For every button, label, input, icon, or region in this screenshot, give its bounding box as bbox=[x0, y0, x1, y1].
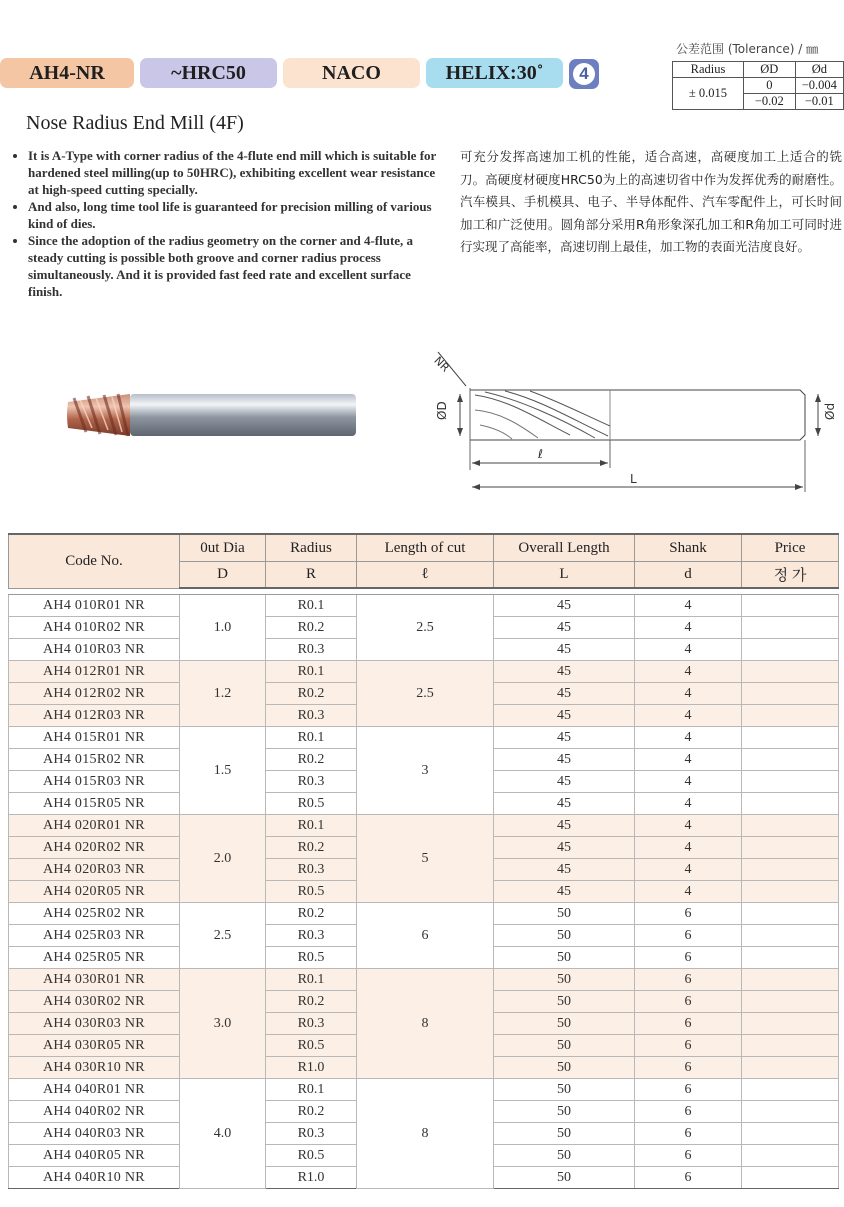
price-cell bbox=[742, 1145, 839, 1167]
dia-d-label: Ød bbox=[823, 402, 837, 420]
overall-length-cell: 50 bbox=[494, 1101, 635, 1123]
cut-length-label: ℓ bbox=[538, 447, 543, 461]
diameter-cell: 1.0 bbox=[180, 595, 266, 661]
overall-length-cell: 45 bbox=[494, 639, 635, 661]
tool-outline bbox=[470, 390, 805, 440]
code-cell: AH4 015R03 NR bbox=[9, 771, 180, 793]
price-cell bbox=[742, 947, 839, 969]
subheader-price: 정 가 bbox=[742, 562, 839, 589]
table-row bbox=[9, 903, 839, 925]
code-cell: AH4 015R01 NR bbox=[9, 727, 180, 749]
overall-length-cell: 50 bbox=[494, 947, 635, 969]
tol-header-D: ØD bbox=[743, 62, 795, 78]
subheader-dia: D bbox=[180, 562, 266, 589]
nr-label: NR bbox=[431, 354, 452, 375]
diameter-cell: 2.5 bbox=[180, 903, 266, 969]
overall-length-cell: 50 bbox=[494, 1013, 635, 1035]
feature-item: • And also, long time tool life is guaranteed for precision milling of various kind of dies. bbox=[28, 198, 448, 232]
radius-cell: R0.2 bbox=[266, 1101, 357, 1123]
radius-cell: R1.0 bbox=[266, 1167, 357, 1189]
cut-length-cell: 2.5 bbox=[357, 661, 494, 727]
code-cell: AH4 040R02 NR bbox=[9, 1101, 180, 1123]
overall-length-cell: 50 bbox=[494, 1167, 635, 1189]
radius-cell: R0.3 bbox=[266, 1013, 357, 1035]
price-cell bbox=[742, 617, 839, 639]
price-cell bbox=[742, 1123, 839, 1145]
header-oal: Overall Length bbox=[494, 534, 635, 562]
tol-radius-value: ± 0.015 bbox=[673, 78, 744, 110]
code-cell: AH4 015R05 NR bbox=[9, 793, 180, 815]
code-cell: AH4 030R02 NR bbox=[9, 991, 180, 1013]
shank-cell: 4 bbox=[635, 859, 742, 881]
radius-cell: R0.1 bbox=[266, 815, 357, 837]
overall-length-cell: 45 bbox=[494, 683, 635, 705]
cut-length-cell: 8 bbox=[357, 1079, 494, 1189]
code-cell: AH4 020R02 NR bbox=[9, 837, 180, 859]
shank-cell: 4 bbox=[635, 815, 742, 837]
flute-count-value: 4 bbox=[573, 63, 595, 85]
radius-cell: R0.1 bbox=[266, 1079, 357, 1101]
shank-cell: 4 bbox=[635, 705, 742, 727]
price-cell bbox=[742, 639, 839, 661]
shank-cell: 6 bbox=[635, 1079, 742, 1101]
radius-cell: R0.5 bbox=[266, 881, 357, 903]
overall-length-cell: 50 bbox=[494, 903, 635, 925]
price-cell bbox=[742, 837, 839, 859]
shank-cell: 6 bbox=[635, 1057, 742, 1079]
overall-length-cell: 45 bbox=[494, 749, 635, 771]
radius-cell: R0.3 bbox=[266, 1123, 357, 1145]
code-cell: AH4 012R02 NR bbox=[9, 683, 180, 705]
diameter-cell: 3.0 bbox=[180, 969, 266, 1079]
page-title: Nose Radius End Mill (4F) bbox=[26, 112, 244, 134]
code-cell: AH4 012R03 NR bbox=[9, 705, 180, 727]
coating-badge: NACO bbox=[283, 58, 420, 88]
overall-length-cell: 45 bbox=[494, 705, 635, 727]
overall-length-cell: 45 bbox=[494, 793, 635, 815]
radius-cell: R0.5 bbox=[266, 1035, 357, 1057]
shank-cell: 6 bbox=[635, 991, 742, 1013]
tolerance-table bbox=[672, 61, 844, 110]
overall-length-cell: 50 bbox=[494, 1057, 635, 1079]
header-shank: Shank bbox=[635, 534, 742, 562]
shank-cell: 6 bbox=[635, 1123, 742, 1145]
price-cell bbox=[742, 1013, 839, 1035]
code-cell: AH4 012R01 NR bbox=[9, 661, 180, 683]
code-cell: AH4 040R05 NR bbox=[9, 1145, 180, 1167]
price-cell bbox=[742, 1079, 839, 1101]
overall-length-cell: 45 bbox=[494, 859, 635, 881]
price-cell bbox=[742, 595, 839, 617]
price-cell bbox=[742, 1101, 839, 1123]
header-dia: 0ut Dia bbox=[180, 534, 266, 562]
price-cell bbox=[742, 859, 839, 881]
price-cell bbox=[742, 727, 839, 749]
shank-cell: 4 bbox=[635, 595, 742, 617]
price-cell bbox=[742, 793, 839, 815]
price-cell bbox=[742, 749, 839, 771]
radius-cell: R0.5 bbox=[266, 1145, 357, 1167]
price-cell bbox=[742, 881, 839, 903]
shank-cell: 4 bbox=[635, 727, 742, 749]
shank-cell: 6 bbox=[635, 947, 742, 969]
radius-cell: R0.3 bbox=[266, 639, 357, 661]
table-row bbox=[9, 815, 839, 837]
cut-length-cell: 3 bbox=[357, 727, 494, 815]
diameter-cell: 1.5 bbox=[180, 727, 266, 815]
subheader-oal: L bbox=[494, 562, 635, 589]
shank-cell: 6 bbox=[635, 969, 742, 991]
overall-length-cell: 50 bbox=[494, 969, 635, 991]
code-cell: AH4 010R02 NR bbox=[9, 617, 180, 639]
shank-cell: 6 bbox=[635, 1145, 742, 1167]
shank-cell: 4 bbox=[635, 617, 742, 639]
code-cell: AH4 030R05 NR bbox=[9, 1035, 180, 1057]
code-cell: AH4 040R03 NR bbox=[9, 1123, 180, 1145]
spec-table-body bbox=[9, 588, 839, 1189]
tol-d-upper: −0.004 bbox=[795, 78, 843, 94]
dimension-drawing bbox=[420, 340, 840, 500]
table-row bbox=[9, 595, 839, 617]
overall-length-cell: 45 bbox=[494, 661, 635, 683]
shank-cell: 4 bbox=[635, 881, 742, 903]
overall-length-cell: 50 bbox=[494, 991, 635, 1013]
code-cell: AH4 030R03 NR bbox=[9, 1013, 180, 1035]
radius-cell: R0.2 bbox=[266, 991, 357, 1013]
overall-length-cell: 50 bbox=[494, 1035, 635, 1057]
radius-cell: R0.3 bbox=[266, 859, 357, 881]
code-cell: AH4 025R05 NR bbox=[9, 947, 180, 969]
price-cell bbox=[742, 925, 839, 947]
price-cell bbox=[742, 1035, 839, 1057]
tol-d-lower: −0.01 bbox=[795, 94, 843, 110]
code-cell: AH4 040R10 NR bbox=[9, 1167, 180, 1189]
diameter-cell: 2.0 bbox=[180, 815, 266, 903]
shank-cell: 4 bbox=[635, 661, 742, 683]
overall-length-cell: 50 bbox=[494, 1123, 635, 1145]
radius-cell: R0.1 bbox=[266, 969, 357, 991]
code-cell: AH4 030R10 NR bbox=[9, 1057, 180, 1079]
price-cell bbox=[742, 661, 839, 683]
cut-length-cell: 8 bbox=[357, 969, 494, 1079]
overall-length-cell: 45 bbox=[494, 771, 635, 793]
subheader-radius: R bbox=[266, 562, 357, 589]
table-row bbox=[9, 1079, 839, 1101]
feature-item: • It is A-Type with corner radius of the 4-flute end mill which is suitable for hardened steel milling(up to 50HRC), exhibiting excellent wear resistance at high-speed cutting specially. bbox=[28, 147, 448, 198]
radius-cell: R0.1 bbox=[266, 661, 357, 683]
price-cell bbox=[742, 815, 839, 837]
series-badge: AH4-NR bbox=[0, 58, 134, 88]
shank-cell: 6 bbox=[635, 1101, 742, 1123]
shank-cell: 6 bbox=[635, 925, 742, 947]
radius-cell: R1.0 bbox=[266, 1057, 357, 1079]
radius-cell: R0.5 bbox=[266, 793, 357, 815]
shank-cell: 6 bbox=[635, 1013, 742, 1035]
hardness-badge: ~HRC50 bbox=[140, 58, 277, 88]
radius-cell: R0.2 bbox=[266, 617, 357, 639]
dia-D-label: ØD bbox=[435, 401, 449, 420]
table-row bbox=[9, 727, 839, 749]
subheader-loc: ℓ bbox=[357, 562, 494, 589]
radius-cell: R0.1 bbox=[266, 727, 357, 749]
shank-cell: 6 bbox=[635, 1167, 742, 1189]
tol-header-radius: Radius bbox=[673, 62, 744, 78]
code-cell: AH4 030R01 NR bbox=[9, 969, 180, 991]
price-cell bbox=[742, 771, 839, 793]
header-loc: Length of cut bbox=[357, 534, 494, 562]
radius-cell: R0.2 bbox=[266, 683, 357, 705]
overall-length-cell: 45 bbox=[494, 727, 635, 749]
end-mill-photo bbox=[60, 380, 360, 442]
diameter-cell: 1.2 bbox=[180, 661, 266, 727]
code-cell: AH4 020R01 NR bbox=[9, 815, 180, 837]
tol-D-lower: −0.02 bbox=[743, 94, 795, 110]
price-cell bbox=[742, 903, 839, 925]
shank-cell: 4 bbox=[635, 771, 742, 793]
price-cell bbox=[742, 683, 839, 705]
header-price: Price bbox=[742, 534, 839, 562]
tol-D-upper: 0 bbox=[743, 78, 795, 94]
radius-cell: R0.2 bbox=[266, 903, 357, 925]
chinese-description: 可充分发挥高速加工机的性能，适合高速，高硬度加工上适合的铣刀。高硬度材硬度HRC50为上的高速切省中作为发挥优秀的耐磨性。汽车模具、手机模具、电子、半导体配件、汽车零配件上，可长时间加工和广泛使用。圆角部分采用R角形象深孔加工和R角加工可同时进行实现了高能率，高速切削上最佳，加工物的表面光洁度良好。 bbox=[460, 149, 842, 254]
radius-cell: R0.3 bbox=[266, 771, 357, 793]
code-cell: AH4 010R01 NR bbox=[9, 595, 180, 617]
shank-cell: 6 bbox=[635, 903, 742, 925]
shank-cell: 4 bbox=[635, 837, 742, 859]
shank-cell: 4 bbox=[635, 639, 742, 661]
flute-count-badge bbox=[569, 59, 599, 89]
helix-badge: HELIX:30˚ bbox=[426, 58, 563, 88]
header-code: Code No. bbox=[9, 534, 180, 588]
price-cell bbox=[742, 969, 839, 991]
table-row bbox=[9, 661, 839, 683]
tolerance-caption: 公差范围 (Tolerance) / ㎜ bbox=[676, 42, 819, 56]
code-cell: AH4 015R02 NR bbox=[9, 749, 180, 771]
cut-length-cell: 6 bbox=[357, 903, 494, 969]
code-cell: AH4 040R01 NR bbox=[9, 1079, 180, 1101]
table-row bbox=[9, 969, 839, 991]
feature-list bbox=[14, 147, 448, 300]
tol-header-d: Ød bbox=[795, 62, 843, 78]
code-cell: AH4 025R03 NR bbox=[9, 925, 180, 947]
overall-length-cell: 45 bbox=[494, 837, 635, 859]
code-cell: AH4 025R02 NR bbox=[9, 903, 180, 925]
code-cell: AH4 020R05 NR bbox=[9, 881, 180, 903]
shank-cell: 4 bbox=[635, 683, 742, 705]
shank-cell: 4 bbox=[635, 749, 742, 771]
overall-length-cell: 45 bbox=[494, 881, 635, 903]
overall-length-cell: 50 bbox=[494, 1079, 635, 1101]
overall-length-label: L bbox=[630, 472, 637, 486]
radius-cell: R0.2 bbox=[266, 837, 357, 859]
overall-length-cell: 45 bbox=[494, 815, 635, 837]
price-cell bbox=[742, 1167, 839, 1189]
header-radius: Radius bbox=[266, 534, 357, 562]
spec-table bbox=[8, 533, 839, 1189]
overall-length-cell: 50 bbox=[494, 1145, 635, 1167]
overall-length-cell: 45 bbox=[494, 617, 635, 639]
price-cell bbox=[742, 705, 839, 727]
cut-length-cell: 5 bbox=[357, 815, 494, 903]
code-cell: AH4 010R03 NR bbox=[9, 639, 180, 661]
radius-cell: R0.1 bbox=[266, 595, 357, 617]
feature-item: • Since the adoption of the radius geometry on the corner and 4-flute, a steady cutting is possible both groove and corner radius process simultaneously. And it is provided fast feed rate and excellent surface finish. bbox=[28, 232, 448, 300]
shank-cell: 4 bbox=[635, 793, 742, 815]
code-cell: AH4 020R03 NR bbox=[9, 859, 180, 881]
shank-cell: 6 bbox=[635, 1035, 742, 1057]
radius-cell: R0.2 bbox=[266, 749, 357, 771]
overall-length-cell: 50 bbox=[494, 925, 635, 947]
cut-length-cell: 2.5 bbox=[357, 595, 494, 661]
overall-length-cell: 45 bbox=[494, 595, 635, 617]
price-cell bbox=[742, 991, 839, 1013]
price-cell bbox=[742, 1057, 839, 1079]
subheader-shank: d bbox=[635, 562, 742, 589]
diameter-cell: 4.0 bbox=[180, 1079, 266, 1189]
radius-cell: R0.3 bbox=[266, 705, 357, 727]
radius-cell: R0.5 bbox=[266, 947, 357, 969]
radius-cell: R0.3 bbox=[266, 925, 357, 947]
